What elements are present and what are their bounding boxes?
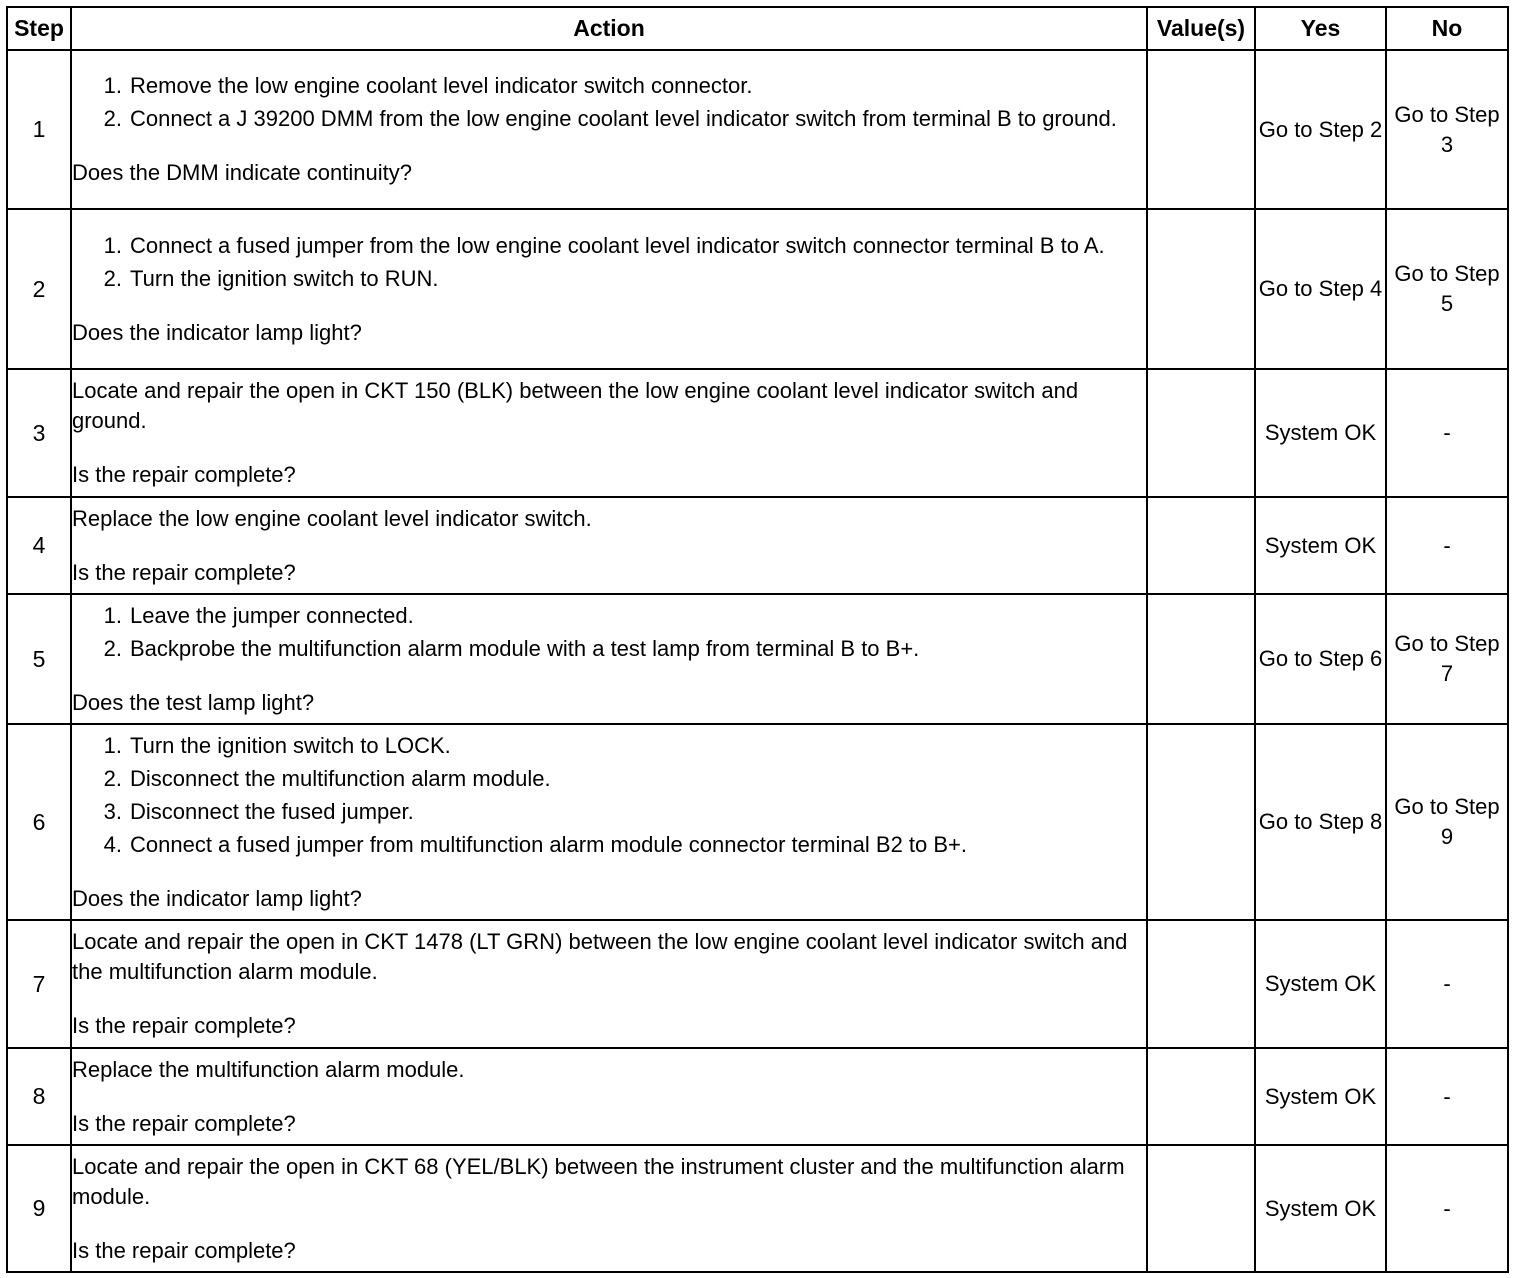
substep-item xyxy=(72,231,1146,261)
action-question: Is the repair complete? xyxy=(72,1013,296,1038)
yes-cell: Go to Step 8 xyxy=(1255,724,1386,920)
action-cell xyxy=(71,594,1147,724)
no-cell: - xyxy=(1386,497,1508,594)
action-text: Locate and repair the open in CKT 1478 (LT GRN) between the low engine coolant level indicator switch and the multifunction alarm module. xyxy=(72,929,1128,984)
yes-cell: System OK xyxy=(1255,1048,1386,1145)
substep-number: 1. xyxy=(103,602,122,628)
substep-text: Remove the low engine coolant level indicator switch connector. xyxy=(130,73,753,98)
header-step: Step xyxy=(7,7,71,50)
step-number: 4 xyxy=(7,497,71,594)
values-cell xyxy=(1147,50,1255,209)
values-cell xyxy=(1147,920,1255,1048)
substep-text: Turn the ignition switch to RUN. xyxy=(130,265,439,291)
table-row xyxy=(7,920,1508,1048)
step-number: 5 xyxy=(7,594,71,724)
substep-list xyxy=(72,231,1146,294)
values-cell xyxy=(1147,594,1255,724)
diagnostic-table xyxy=(6,6,1509,1273)
step-number: 9 xyxy=(7,1145,71,1272)
substep-item xyxy=(72,264,1146,294)
yes-cell: Go to Step 4 xyxy=(1255,209,1386,369)
values-cell xyxy=(1147,1048,1255,1145)
table-body xyxy=(7,50,1508,1272)
substep-text: Connect a J 39200 DMM from the low engine coolant level indicator switch from terminal B to ground. xyxy=(130,106,1117,131)
table-row xyxy=(7,1048,1508,1145)
step-number: 3 xyxy=(7,369,71,497)
substep-text: Leave the jumper connected. xyxy=(130,602,414,628)
action-text: Locate and repair the open in CKT 150 (BLK) between the low engine coolant level indicator switch and ground. xyxy=(72,378,1079,433)
table-row xyxy=(7,497,1508,594)
step-number: 7 xyxy=(7,920,71,1048)
substep-list xyxy=(72,71,1146,134)
header-no: No xyxy=(1386,7,1508,50)
substep-number: 2. xyxy=(103,106,122,131)
table-row xyxy=(7,724,1508,920)
no-cell: Go to Step 7 xyxy=(1386,594,1508,724)
action-cell xyxy=(71,50,1147,209)
substep-item xyxy=(72,104,1146,134)
substep-item xyxy=(72,601,1146,631)
action-question: Is the repair complete? xyxy=(72,1237,296,1263)
substep-text: Backprobe the multifunction alarm module with a test lamp from terminal B to B+. xyxy=(130,635,920,661)
no-cell: Go to Step 3 xyxy=(1386,50,1508,209)
action-cell xyxy=(71,497,1147,594)
action-question: Does the indicator lamp light? xyxy=(72,319,362,345)
substep-list xyxy=(72,731,1146,860)
no-cell: Go to Step 9 xyxy=(1386,724,1508,920)
action-text: Replace the multifunction alarm module. xyxy=(72,1056,465,1082)
step-number: 2 xyxy=(7,209,71,369)
values-cell xyxy=(1147,209,1255,369)
substep-list xyxy=(72,601,1146,664)
yes-cell: System OK xyxy=(1255,497,1386,594)
table-row xyxy=(7,369,1508,497)
header-row xyxy=(7,7,1508,50)
action-cell xyxy=(71,369,1147,497)
substep-text: Disconnect the multifunction alarm module. xyxy=(130,765,551,791)
yes-cell: Go to Step 6 xyxy=(1255,594,1386,724)
action-cell xyxy=(71,1145,1147,1272)
yes-cell: System OK xyxy=(1255,1145,1386,1272)
action-question: Does the DMM indicate continuity? xyxy=(72,160,412,185)
table-row xyxy=(7,209,1508,369)
table-row xyxy=(7,594,1508,724)
step-number: 6 xyxy=(7,724,71,920)
substep-number: 3. xyxy=(103,798,122,824)
action-question: Is the repair complete? xyxy=(72,559,296,585)
header-yes: Yes xyxy=(1255,7,1386,50)
substep-text: Connect a fused jumper from the low engine coolant level indicator switch connector terminal B to A. xyxy=(130,232,1105,258)
action-text: Replace the low engine coolant level indicator switch. xyxy=(72,505,592,531)
substep-number: 1. xyxy=(103,73,122,98)
table-row xyxy=(7,1145,1508,1272)
table-row xyxy=(7,50,1508,209)
substep-item xyxy=(72,830,1146,860)
action-question: Is the repair complete? xyxy=(72,1110,296,1136)
yes-cell: Go to Step 2 xyxy=(1255,50,1386,209)
substep-text: Turn the ignition switch to LOCK. xyxy=(130,732,451,758)
action-cell xyxy=(71,724,1147,920)
no-cell: - xyxy=(1386,1145,1508,1272)
values-cell xyxy=(1147,1145,1255,1272)
no-cell: - xyxy=(1386,369,1508,497)
action-question: Does the indicator lamp light? xyxy=(72,885,362,911)
substep-item xyxy=(72,764,1146,794)
action-question: Does the test lamp light? xyxy=(72,689,315,715)
substep-number: 2. xyxy=(103,765,122,791)
substep-item xyxy=(72,731,1146,761)
header-values: Value(s) xyxy=(1147,7,1255,50)
substep-number: 2. xyxy=(103,265,122,291)
yes-cell: System OK xyxy=(1255,369,1386,497)
substep-text: Connect a fused jumper from multifunction alarm module connector terminal B2 to B+. xyxy=(130,831,968,857)
action-text: Locate and repair the open in CKT 68 (YEL/BLK) between the instrument cluster and the multifunction alarm module. xyxy=(72,1153,1125,1209)
step-number: 1 xyxy=(7,50,71,209)
substep-number: 4. xyxy=(103,831,122,857)
substep-item xyxy=(72,71,1146,101)
action-question: Is the repair complete? xyxy=(72,462,296,487)
substep-text: Disconnect the fused jumper. xyxy=(130,798,414,824)
header-action: Action xyxy=(71,7,1147,50)
action-cell xyxy=(71,1048,1147,1145)
substep-number: 2. xyxy=(103,635,122,661)
action-cell xyxy=(71,920,1147,1048)
substep-number: 1. xyxy=(103,232,122,258)
values-cell xyxy=(1147,724,1255,920)
substep-number: 1. xyxy=(103,732,122,758)
substep-item xyxy=(72,797,1146,827)
no-cell: - xyxy=(1386,1048,1508,1145)
action-cell xyxy=(71,209,1147,369)
no-cell: - xyxy=(1386,920,1508,1048)
values-cell xyxy=(1147,369,1255,497)
yes-cell: System OK xyxy=(1255,920,1386,1048)
step-number: 8 xyxy=(7,1048,71,1145)
substep-item xyxy=(72,634,1146,664)
values-cell xyxy=(1147,497,1255,594)
no-cell: Go to Step 5 xyxy=(1386,209,1508,369)
